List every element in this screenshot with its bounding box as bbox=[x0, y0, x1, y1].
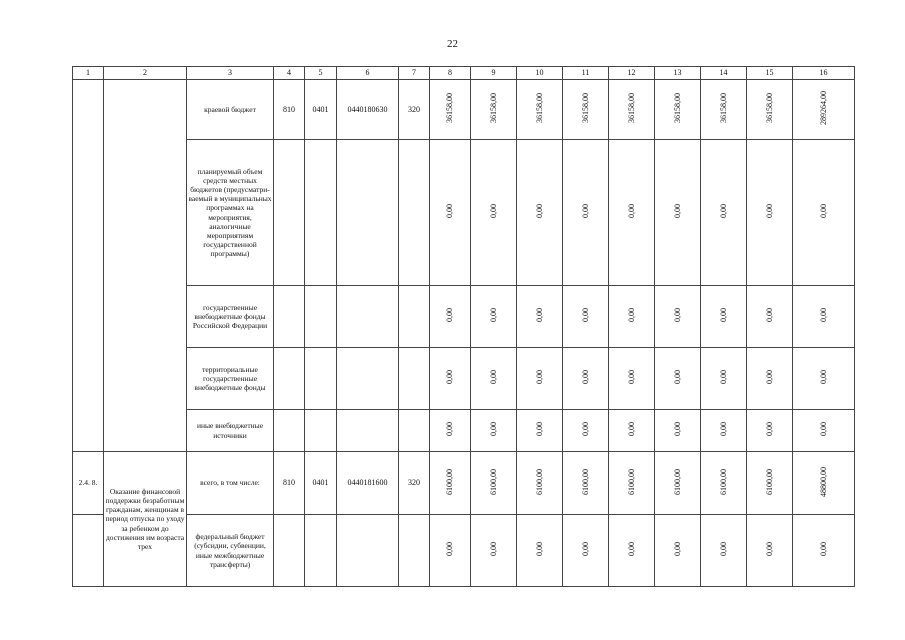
funding-source-cell: иные внебюджетные источники bbox=[187, 410, 274, 452]
amount-text: 289264,00 bbox=[818, 91, 828, 126]
table-row bbox=[73, 80, 855, 140]
column-number: 13 bbox=[655, 67, 701, 80]
expense-type-cell: 320 bbox=[399, 80, 430, 140]
amount-cell bbox=[793, 80, 855, 140]
column-number: 7 bbox=[399, 67, 430, 80]
amount-text: 6100,00 bbox=[534, 468, 544, 495]
item-description-cell bbox=[104, 80, 187, 452]
amount-cell bbox=[517, 410, 563, 452]
amount-cell bbox=[471, 286, 517, 348]
amount-text: 0,00 bbox=[534, 542, 544, 557]
column-number: 4 bbox=[274, 67, 305, 80]
amount-cell bbox=[517, 348, 563, 410]
amount-text: 0,00 bbox=[672, 542, 682, 557]
amount-text: 0,00 bbox=[818, 308, 828, 323]
column-number: 11 bbox=[563, 67, 609, 80]
amount-cell bbox=[517, 80, 563, 140]
amount-cell bbox=[517, 286, 563, 348]
amount-cell bbox=[701, 140, 747, 286]
section-code-cell: 0401 bbox=[305, 80, 337, 140]
section-code-cell: 0401 bbox=[305, 452, 337, 515]
amount-cell bbox=[655, 80, 701, 140]
grbs-code-cell: 810 bbox=[274, 80, 305, 140]
expense-type-cell bbox=[399, 515, 430, 587]
amount-cell bbox=[747, 140, 793, 286]
grbs-code-cell: 810 bbox=[274, 452, 305, 515]
amount-text: 0,00 bbox=[672, 370, 682, 385]
amount-cell bbox=[563, 452, 609, 515]
amount-text: 0,00 bbox=[718, 542, 728, 557]
amount-cell bbox=[793, 452, 855, 515]
amount-cell bbox=[793, 140, 855, 286]
amount-text: 0,00 bbox=[534, 204, 544, 219]
amount-cell bbox=[655, 452, 701, 515]
amount-text: 0,00 bbox=[580, 542, 590, 557]
amount-text: 36158,00 bbox=[626, 93, 636, 124]
amount-cell bbox=[430, 348, 471, 410]
amount-cell bbox=[609, 286, 655, 348]
amount-text: 0,00 bbox=[718, 308, 728, 323]
amount-cell bbox=[517, 515, 563, 587]
amount-cell bbox=[563, 348, 609, 410]
amount-text: 6100,00 bbox=[445, 468, 455, 495]
table-row bbox=[73, 286, 855, 348]
amount-text: 6100,00 bbox=[626, 468, 636, 495]
target-code-cell bbox=[337, 140, 399, 286]
amount-cell bbox=[471, 348, 517, 410]
amount-cell bbox=[517, 452, 563, 515]
amount-text: 36158,00 bbox=[445, 93, 455, 124]
section-code-cell bbox=[305, 410, 337, 452]
grbs-code-cell bbox=[274, 348, 305, 410]
amount-cell bbox=[701, 286, 747, 348]
amount-text: 0,00 bbox=[818, 422, 828, 437]
table-row bbox=[73, 140, 855, 286]
amount-text: 0,00 bbox=[764, 542, 774, 557]
target-code-cell bbox=[337, 286, 399, 348]
grbs-code-cell bbox=[274, 515, 305, 587]
amount-cell bbox=[430, 515, 471, 587]
target-code-cell bbox=[337, 410, 399, 452]
amount-cell bbox=[747, 348, 793, 410]
amount-text: 48800,00 bbox=[818, 466, 828, 497]
amount-cell bbox=[793, 410, 855, 452]
funding-source-cell: планируемый объем средств местных бюджетов (предусматри-ваемый в муниципальных программах на мероприятия, аналогичные мероприятиям государственной программы) bbox=[187, 140, 274, 286]
amount-text: 36158,00 bbox=[580, 93, 590, 124]
amount-cell bbox=[655, 410, 701, 452]
amount-cell bbox=[609, 80, 655, 140]
column-number: 1 bbox=[73, 67, 104, 80]
amount-text: 0,00 bbox=[718, 370, 728, 385]
table-row bbox=[73, 515, 855, 587]
column-number: 10 bbox=[517, 67, 563, 80]
amount-text: 0,00 bbox=[488, 308, 498, 323]
page-number: 22 bbox=[447, 38, 458, 50]
amount-text: 0,00 bbox=[672, 204, 682, 219]
target-code-cell: 0440180630 bbox=[337, 80, 399, 140]
funding-source-cell: территориальные государственные внебюджетные фонды bbox=[187, 348, 274, 410]
amount-cell bbox=[563, 515, 609, 587]
table-row bbox=[73, 452, 855, 515]
section-code-cell bbox=[305, 140, 337, 286]
amount-text: 0,00 bbox=[445, 542, 455, 557]
amount-text: 0,00 bbox=[445, 204, 455, 219]
amount-cell bbox=[563, 410, 609, 452]
table-row bbox=[73, 410, 855, 452]
amount-cell bbox=[655, 348, 701, 410]
amount-cell bbox=[471, 410, 517, 452]
grbs-code-cell bbox=[274, 410, 305, 452]
column-number: 6 bbox=[337, 67, 399, 80]
amount-cell bbox=[609, 410, 655, 452]
amount-text: 0,00 bbox=[764, 422, 774, 437]
amount-text: 0,00 bbox=[445, 370, 455, 385]
amount-text: 0,00 bbox=[672, 422, 682, 437]
column-number: 3 bbox=[187, 67, 274, 80]
amount-text: 6100,00 bbox=[488, 468, 498, 495]
amount-text: 36158,00 bbox=[534, 93, 544, 124]
column-number: 5 bbox=[305, 67, 337, 80]
amount-text: 0,00 bbox=[488, 370, 498, 385]
amount-text: 0,00 bbox=[718, 422, 728, 437]
amount-cell bbox=[609, 515, 655, 587]
amount-cell bbox=[793, 348, 855, 410]
amount-cell bbox=[747, 80, 793, 140]
section-code-cell bbox=[305, 348, 337, 410]
amount-text: 0,00 bbox=[488, 204, 498, 219]
expense-type-cell bbox=[399, 410, 430, 452]
column-number: 16 bbox=[793, 67, 855, 80]
amount-text: 0,00 bbox=[764, 370, 774, 385]
column-number: 14 bbox=[701, 67, 747, 80]
amount-cell bbox=[747, 452, 793, 515]
amount-text: 0,00 bbox=[580, 204, 590, 219]
expense-type-cell bbox=[399, 286, 430, 348]
amount-text: 0,00 bbox=[534, 370, 544, 385]
expense-type-cell bbox=[399, 140, 430, 286]
item-description-cell: Оказание финансовой поддержки безработным гражданам, женщинам в период отпуска по уходу за ребенком до достижения им возраста трех bbox=[104, 452, 187, 587]
amount-cell bbox=[471, 452, 517, 515]
amount-text: 0,00 bbox=[534, 308, 544, 323]
amount-text: 6100,00 bbox=[764, 468, 774, 495]
grbs-code-cell bbox=[274, 140, 305, 286]
item-number-cell: 2.4. 8. bbox=[73, 452, 104, 515]
amount-cell bbox=[747, 286, 793, 348]
amount-cell bbox=[430, 452, 471, 515]
amount-cell bbox=[563, 286, 609, 348]
amount-cell bbox=[609, 140, 655, 286]
amount-cell bbox=[609, 348, 655, 410]
amount-cell bbox=[701, 348, 747, 410]
amount-cell bbox=[563, 80, 609, 140]
amount-cell bbox=[701, 410, 747, 452]
amount-text: 0,00 bbox=[626, 308, 636, 323]
amount-text: 0,00 bbox=[818, 542, 828, 557]
target-code-cell bbox=[337, 515, 399, 587]
amount-cell bbox=[793, 515, 855, 587]
amount-text: 6100,00 bbox=[718, 468, 728, 495]
amount-cell bbox=[471, 515, 517, 587]
amount-text: 0,00 bbox=[626, 422, 636, 437]
amount-text: 0,00 bbox=[818, 204, 828, 219]
funding-source-cell: краевой бюджет bbox=[187, 80, 274, 140]
amount-cell bbox=[430, 410, 471, 452]
amount-text: 0,00 bbox=[580, 422, 590, 437]
amount-text: 0,00 bbox=[580, 370, 590, 385]
amount-text: 0,00 bbox=[764, 204, 774, 219]
table-row bbox=[73, 348, 855, 410]
amount-text: 0,00 bbox=[672, 308, 682, 323]
amount-text: 0,00 bbox=[445, 308, 455, 323]
item-number-cell bbox=[73, 80, 104, 452]
amount-cell bbox=[517, 140, 563, 286]
amount-cell bbox=[701, 452, 747, 515]
amount-cell bbox=[563, 140, 609, 286]
column-number-header-row bbox=[73, 67, 855, 80]
amount-text: 0,00 bbox=[488, 542, 498, 557]
amount-text: 36158,00 bbox=[488, 93, 498, 124]
amount-cell bbox=[655, 140, 701, 286]
target-code-cell bbox=[337, 348, 399, 410]
funding-source-cell: всего, в том числе: bbox=[187, 452, 274, 515]
amount-cell bbox=[430, 80, 471, 140]
amount-text: 6100,00 bbox=[580, 468, 590, 495]
expense-type-cell bbox=[399, 348, 430, 410]
amount-cell bbox=[655, 286, 701, 348]
funding-source-cell: федеральный бюджет (субсидии, субвенции, иные межбюджетные трансферты) bbox=[187, 515, 274, 587]
grbs-code-cell bbox=[274, 286, 305, 348]
target-code-cell: 0440181600 bbox=[337, 452, 399, 515]
amount-cell bbox=[701, 80, 747, 140]
amount-text: 0,00 bbox=[818, 370, 828, 385]
amount-text: 0,00 bbox=[580, 308, 590, 323]
amount-text: 0,00 bbox=[626, 542, 636, 557]
amount-cell bbox=[655, 515, 701, 587]
amount-cell bbox=[471, 80, 517, 140]
amount-cell bbox=[793, 286, 855, 348]
amount-text: 0,00 bbox=[626, 204, 636, 219]
column-number: 12 bbox=[609, 67, 655, 80]
column-number: 2 bbox=[104, 67, 187, 80]
item-number-cell bbox=[73, 515, 104, 587]
expense-type-cell: 320 bbox=[399, 452, 430, 515]
section-code-cell bbox=[305, 515, 337, 587]
amount-cell bbox=[471, 140, 517, 286]
amount-cell bbox=[747, 410, 793, 452]
amount-text: 36158,00 bbox=[764, 93, 774, 124]
amount-text: 0,00 bbox=[764, 308, 774, 323]
funding-source-cell: государственные внебюджетные фонды Российской Федерации bbox=[187, 286, 274, 348]
amount-cell bbox=[747, 515, 793, 587]
budget-table bbox=[72, 66, 855, 587]
amount-text: 6100,00 bbox=[672, 468, 682, 495]
amount-text: 0,00 bbox=[488, 422, 498, 437]
amount-text: 36158,00 bbox=[718, 93, 728, 124]
column-number: 9 bbox=[471, 67, 517, 80]
amount-cell bbox=[609, 452, 655, 515]
amount-cell bbox=[430, 286, 471, 348]
amount-text: 36158,00 bbox=[672, 93, 682, 124]
amount-text: 0,00 bbox=[534, 422, 544, 437]
amount-text: 0,00 bbox=[718, 204, 728, 219]
column-number: 15 bbox=[747, 67, 793, 80]
amount-cell bbox=[701, 515, 747, 587]
amount-text: 0,00 bbox=[445, 422, 455, 437]
amount-cell bbox=[430, 140, 471, 286]
amount-text: 0,00 bbox=[626, 370, 636, 385]
column-number: 8 bbox=[430, 67, 471, 80]
section-code-cell bbox=[305, 286, 337, 348]
